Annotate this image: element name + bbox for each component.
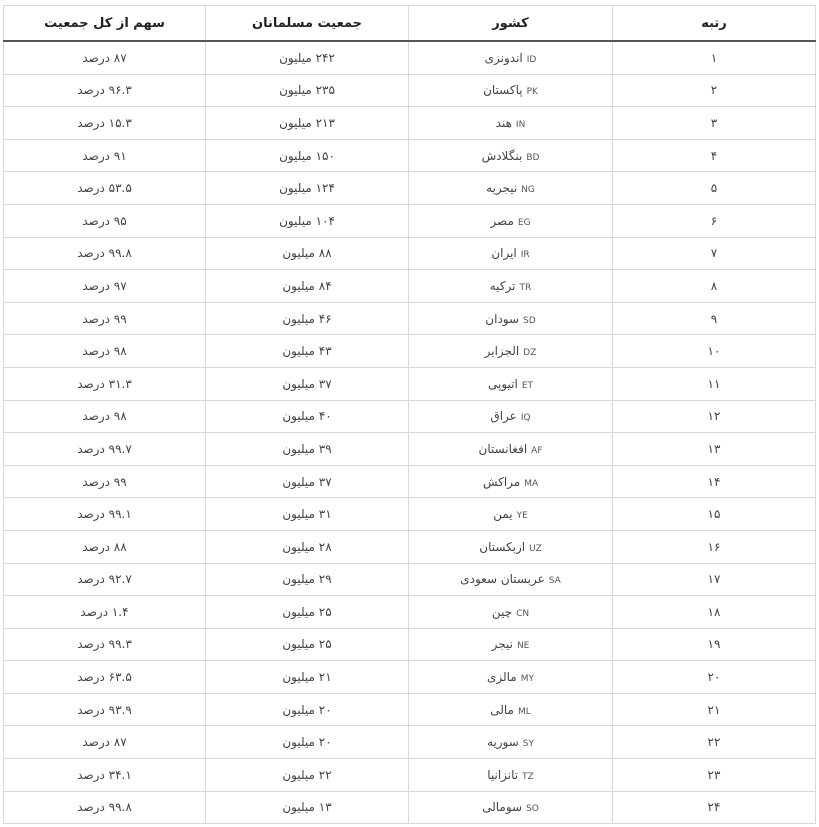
cell-share: ۹۸ درصد	[4, 400, 206, 433]
country-code: ET	[521, 380, 534, 391]
cell-rank: ۴	[613, 139, 816, 172]
country-name: مراکش	[482, 474, 521, 489]
cell-rank: ۲۴	[613, 791, 816, 824]
cell-rank: ۱۰	[613, 335, 816, 368]
table-row	[4, 237, 816, 270]
cell-country	[409, 563, 613, 596]
cell-population: ۲۸ میلیون	[206, 530, 409, 563]
cell-share: ۹۶.۳ درصد	[4, 74, 206, 107]
cell-rank: ۶	[613, 204, 816, 237]
country-name: افغانستان	[478, 441, 528, 456]
cell-rank: ۲۲	[613, 726, 816, 759]
table-row	[4, 628, 816, 661]
country-name: چین	[491, 604, 513, 619]
cell-rank: ۱۵	[613, 498, 816, 531]
cell-population: ۲۵ میلیون	[206, 596, 409, 629]
cell-share: ۵۳.۵ درصد	[4, 172, 206, 205]
country-code: AF	[531, 445, 543, 456]
cell-rank: ۳	[613, 107, 816, 140]
cell-share: ۹۹.۸ درصد	[4, 237, 206, 270]
country-code: TR	[519, 282, 532, 293]
cell-share: ۹۸ درصد	[4, 335, 206, 368]
cell-share: ۹۹.۷ درصد	[4, 433, 206, 466]
table-row	[4, 465, 816, 498]
cell-share: ۹۹.۸ درصد	[4, 791, 206, 824]
country-code: EG	[517, 217, 531, 228]
table-row	[4, 139, 816, 172]
country-code: NE	[516, 641, 530, 652]
country-name: الجزایر	[484, 344, 520, 359]
country-name: سودان	[485, 311, 520, 326]
cell-rank: ۱۴	[613, 465, 816, 498]
table-row	[4, 172, 816, 205]
cell-country	[409, 41, 613, 74]
country-code: SD	[523, 315, 536, 326]
cell-population: ۸۴ میلیون	[206, 270, 409, 303]
cell-rank: ۸	[613, 270, 816, 303]
table-row	[4, 530, 816, 563]
cell-share: ۹۷ درصد	[4, 270, 206, 303]
table-header-row	[4, 6, 816, 42]
cell-share: ۸۷ درصد	[4, 726, 206, 759]
table-row	[4, 270, 816, 303]
country-name: بنگلادش	[481, 148, 523, 163]
cell-country	[409, 693, 613, 726]
cell-population: ۲۰ میلیون	[206, 693, 409, 726]
table-row	[4, 726, 816, 759]
cell-population: ۴۰ میلیون	[206, 400, 409, 433]
cell-country	[409, 204, 613, 237]
table-row	[4, 433, 816, 466]
country-name: ایران	[491, 246, 517, 261]
cell-population: ۸۸ میلیون	[206, 237, 409, 270]
country-code: SO	[526, 804, 539, 815]
cell-population: ۱۳ میلیون	[206, 791, 409, 824]
cell-population: ۲۵ میلیون	[206, 628, 409, 661]
cell-share: ۱۵.۳ درصد	[4, 107, 206, 140]
country-name: نیجریه	[486, 181, 518, 196]
cell-population: ۲۰ میلیون	[206, 726, 409, 759]
cell-population: ۲۴۲ میلیون	[206, 41, 409, 74]
cell-rank: ۱۸	[613, 596, 816, 629]
cell-population: ۱۰۴ میلیون	[206, 204, 409, 237]
table-row	[4, 661, 816, 694]
cell-rank: ۲	[613, 74, 816, 107]
cell-country	[409, 596, 613, 629]
cell-population: ۳۱ میلیون	[206, 498, 409, 531]
table-row	[4, 791, 816, 824]
cell-country	[409, 270, 613, 303]
cell-population: ۲۱۳ میلیون	[206, 107, 409, 140]
table-row	[4, 74, 816, 107]
cell-rank: ۹	[613, 302, 816, 335]
country-name: ترکیه	[489, 278, 516, 293]
table-row	[4, 693, 816, 726]
cell-country	[409, 237, 613, 270]
country-name: مالزی	[486, 670, 517, 685]
country-code: MA	[524, 478, 539, 489]
cell-share: ۳۴.۱ درصد	[4, 759, 206, 792]
cell-country	[409, 139, 613, 172]
cell-rank: ۱۶	[613, 530, 816, 563]
table-row	[4, 563, 816, 596]
cell-population: ۴۳ میلیون	[206, 335, 409, 368]
header-rank: رتبه	[613, 6, 816, 42]
cell-share: ۹۹ درصد	[4, 302, 206, 335]
cell-population: ۳۷ میلیون	[206, 367, 409, 400]
country-name: اتیوپی	[487, 376, 518, 391]
country-code: SY	[522, 739, 535, 750]
cell-population: ۲۹ میلیون	[206, 563, 409, 596]
cell-country	[409, 628, 613, 661]
country-name: ازبکستان	[479, 539, 526, 554]
country-name: سوریه	[486, 735, 519, 750]
cell-country	[409, 400, 613, 433]
country-code: UZ	[529, 543, 542, 554]
country-name: سومالی	[482, 800, 523, 815]
table-row	[4, 107, 816, 140]
table-row	[4, 498, 816, 531]
cell-country	[409, 367, 613, 400]
cell-rank: ۱۲	[613, 400, 816, 433]
country-name: هند	[495, 115, 512, 130]
cell-rank: ۲۰	[613, 661, 816, 694]
cell-population: ۱۲۴ میلیون	[206, 172, 409, 205]
cell-rank: ۲۳	[613, 759, 816, 792]
cell-country	[409, 661, 613, 694]
cell-share: ۹۹.۳ درصد	[4, 628, 206, 661]
country-code: ID	[526, 54, 537, 65]
country-code: IR	[520, 250, 530, 261]
cell-country	[409, 791, 613, 824]
table-row	[4, 596, 816, 629]
country-code: IQ	[520, 413, 531, 424]
cell-share: ۹۹ درصد	[4, 465, 206, 498]
cell-country	[409, 107, 613, 140]
cell-rank: ۱۱	[613, 367, 816, 400]
cell-country	[409, 74, 613, 107]
cell-country	[409, 335, 613, 368]
cell-population: ۱۵۰ میلیون	[206, 139, 409, 172]
country-name: نیجر	[491, 637, 513, 652]
country-code: DZ	[523, 348, 537, 359]
cell-share: ۹۱ درصد	[4, 139, 206, 172]
cell-population: ۳۷ میلیون	[206, 465, 409, 498]
table-row	[4, 335, 816, 368]
table-row	[4, 400, 816, 433]
country-code: BD	[526, 152, 540, 163]
cell-share: ۶۳.۵ درصد	[4, 661, 206, 694]
cell-share: ۸۸ درصد	[4, 530, 206, 563]
cell-population: ۴۶ میلیون	[206, 302, 409, 335]
header-country: کشور	[409, 6, 613, 42]
cell-population: ۳۹ میلیون	[206, 433, 409, 466]
cell-rank: ۵	[613, 172, 816, 205]
cell-country	[409, 498, 613, 531]
cell-share: ۸۷ درصد	[4, 41, 206, 74]
cell-share: ۳۱.۳ درصد	[4, 367, 206, 400]
table-row	[4, 204, 816, 237]
table-container	[3, 5, 815, 824]
cell-share: ۹۹.۱ درصد	[4, 498, 206, 531]
country-name: اندونزی	[484, 50, 523, 65]
cell-rank: ۲۱	[613, 693, 816, 726]
country-name: مصر	[490, 213, 514, 228]
header-share: سهم از کل جمعیت	[4, 6, 206, 42]
cell-country	[409, 465, 613, 498]
cell-share: ۹۵ درصد	[4, 204, 206, 237]
country-code: TZ	[522, 771, 534, 782]
country-code: YE	[516, 511, 528, 522]
cell-country	[409, 433, 613, 466]
cell-rank: ۱۹	[613, 628, 816, 661]
cell-population: ۲۳۵ میلیون	[206, 74, 409, 107]
table-row	[4, 41, 816, 74]
cell-country	[409, 302, 613, 335]
cell-share: ۹۳.۹ درصد	[4, 693, 206, 726]
cell-rank: ۱۷	[613, 563, 816, 596]
country-code: PK	[526, 87, 538, 98]
header-population: جمعیت مسلمانان	[206, 6, 409, 42]
country-name: عراق	[490, 409, 517, 424]
table-row	[4, 367, 816, 400]
country-code: ML	[517, 706, 531, 717]
cell-country	[409, 759, 613, 792]
cell-rank: ۷	[613, 237, 816, 270]
country-name: مالی	[490, 702, 514, 717]
country-name: پاکستان	[483, 83, 523, 98]
cell-rank: ۱	[613, 41, 816, 74]
cell-population: ۲۲ میلیون	[206, 759, 409, 792]
table-row	[4, 759, 816, 792]
cell-country	[409, 172, 613, 205]
cell-rank: ۱۳	[613, 433, 816, 466]
cell-share: ۱.۴ درصد	[4, 596, 206, 629]
country-name: تانزانیا	[487, 767, 519, 782]
country-name: یمن	[493, 507, 513, 522]
cell-share: ۹۲.۷ درصد	[4, 563, 206, 596]
table-row	[4, 302, 816, 335]
country-name: عربستان سعودی	[460, 572, 545, 587]
country-code: IN	[515, 119, 526, 130]
country-code: CN	[516, 608, 530, 619]
cell-country	[409, 726, 613, 759]
muslim-population-table	[3, 5, 816, 824]
country-code: NG	[521, 185, 535, 196]
cell-country	[409, 530, 613, 563]
country-code: MY	[520, 674, 535, 685]
country-code: SA	[548, 576, 561, 587]
cell-population: ۲۱ میلیون	[206, 661, 409, 694]
